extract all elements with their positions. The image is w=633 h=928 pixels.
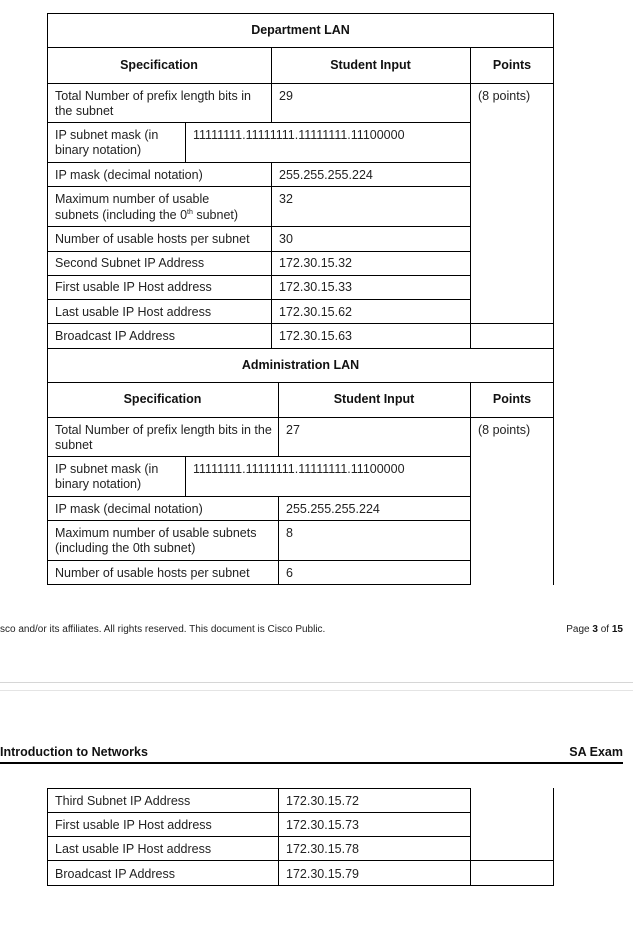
input-header: Student Input (333, 392, 415, 406)
copyright-notice: sco and/or its affiliates. All rights reserved. This document is Cisco Public. (0, 624, 326, 635)
administration-lan-title: Administration LAN (241, 358, 360, 372)
mask-decimal-label: IP mask (decimal notation) (55, 502, 203, 516)
max-subnets-label: Maximum number of usable subnets (including the 0th subnet) (55, 526, 257, 555)
page-break-line (0, 682, 633, 683)
prefix-label: Total Number of prefix length bits in the subnet (55, 423, 272, 452)
prefix-label: Total Number of prefix length bits in the subnet (55, 89, 251, 118)
points-value: (8 points) (478, 423, 531, 437)
max-subnets-label-line2: subnets (including the 0th subnet) (55, 208, 239, 222)
course-title: Introduction to Networks (0, 745, 148, 759)
last-host-label: Last usable IP Host address (55, 305, 212, 319)
mask-decimal-value: 255.255.255.224 (279, 168, 373, 182)
mask-binary-value: 11111111.11111111.11111111.11100000 (193, 462, 405, 476)
broadcast-label: Broadcast IP Address (55, 329, 175, 343)
points-value: (8 points) (478, 89, 531, 103)
spec-header: Specification (123, 392, 202, 406)
last-host-value: 172.30.15.62 (279, 305, 352, 319)
max-subnets-value: 32 (279, 192, 293, 206)
hosts-value: 6 (286, 566, 293, 580)
max-subnets-value: 8 (286, 526, 293, 540)
first-host-label: First usable IP Host address (55, 280, 212, 294)
prefix-value: 29 (279, 89, 293, 103)
prefix-value: 27 (286, 423, 300, 437)
points-header: Points (492, 58, 532, 72)
header-rule (0, 762, 623, 764)
third-subnet-label: Third Subnet IP Address (55, 794, 191, 808)
page-number: Page 3 of 15 (566, 624, 623, 635)
hosts-label: Number of usable hosts per subnet (55, 232, 250, 246)
mask-binary-value: 11111111.11111111.11111111.11100000 (193, 128, 405, 142)
hosts-value: 30 (279, 232, 293, 246)
mask-decimal-value: 255.255.255.224 (286, 502, 380, 516)
page-break-line (0, 690, 633, 691)
mask-decimal-label: IP mask (decimal notation) (55, 168, 203, 182)
mask-binary-label: IP subnet mask (in binary notation) (55, 462, 159, 491)
third-subnet-value: 172.30.15.72 (286, 794, 359, 808)
max-subnets-label-line1: Maximum number of usable (55, 192, 210, 206)
first-host-label: First usable IP Host address (55, 818, 212, 832)
broadcast-value: 172.30.15.63 (279, 329, 352, 343)
last-host-value: 172.30.15.78 (286, 842, 359, 856)
second-subnet-label: Second Subnet IP Address (55, 256, 205, 270)
department-lan-title: Department LAN (251, 23, 350, 37)
last-host-label: Last usable IP Host address (55, 842, 212, 856)
exam-title: SA Exam (569, 745, 623, 759)
first-host-value: 172.30.15.33 (279, 280, 352, 294)
broadcast-value: 172.30.15.79 (286, 867, 359, 881)
spec-header: Specification (120, 58, 198, 72)
mask-binary-label: IP subnet mask (in binary notation) (55, 128, 159, 157)
first-host-value: 172.30.15.73 (286, 818, 359, 832)
input-header: Student Input (330, 58, 411, 72)
second-subnet-value: 172.30.15.32 (279, 256, 352, 270)
hosts-label: Number of usable hosts per subnet (55, 566, 250, 580)
broadcast-label: Broadcast IP Address (55, 867, 175, 881)
points-header: Points (492, 392, 532, 406)
